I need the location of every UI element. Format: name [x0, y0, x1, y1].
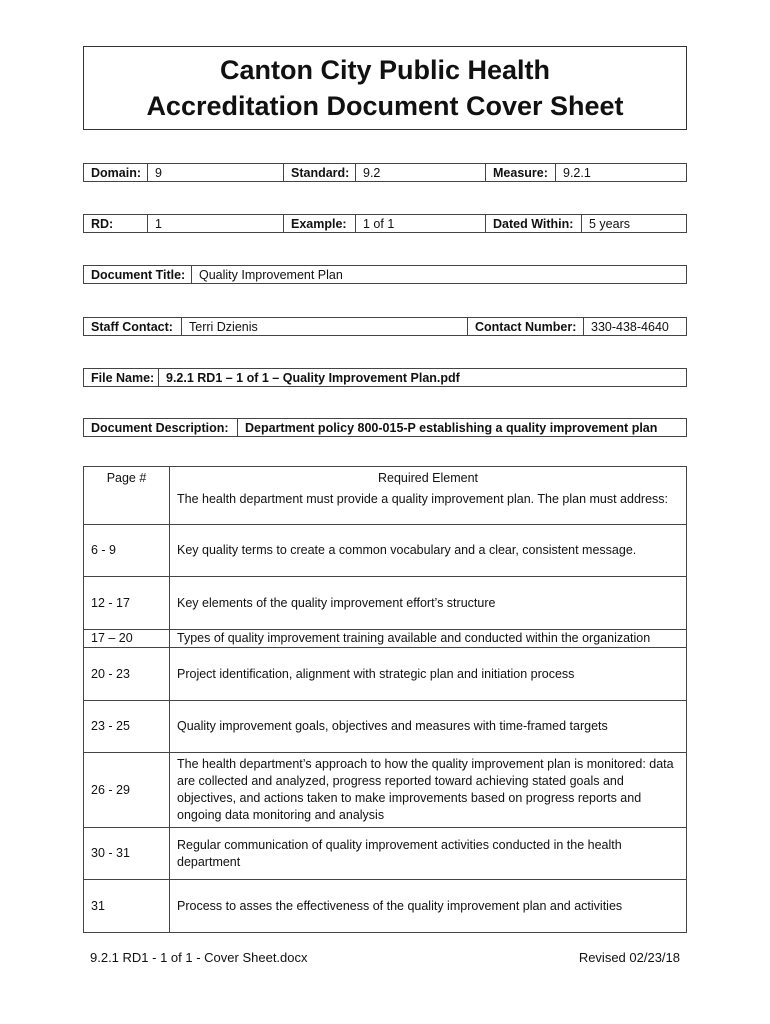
measure-label: Measure:	[486, 164, 556, 181]
row-page: 26 - 29	[84, 753, 170, 828]
domain-label: Domain:	[84, 164, 148, 181]
dated-within-value: 5 years	[589, 216, 630, 231]
table-row	[84, 630, 687, 648]
example-value: 1 of 1	[356, 215, 486, 232]
row-page: 23 - 25	[84, 701, 170, 753]
document-description-row	[83, 418, 687, 437]
table-intro-row	[84, 491, 687, 525]
rd-value: 1	[148, 215, 284, 232]
document-title-value: Quality Improvement Plan	[199, 267, 343, 282]
table-row	[84, 828, 687, 880]
staff-contact-row	[83, 317, 687, 336]
example-label: Example:	[284, 215, 356, 232]
document-title-box	[83, 46, 687, 130]
document-description-label: Document Description:	[84, 419, 238, 436]
file-name-row	[83, 368, 687, 387]
row-element: The health department’s approach to how the quality improvement plan is monitored: data are collected and analyzed, progress reported toward achieving stated goals and objectives, and actions taken to make improvements based on progress reports and ongoing data monitoring and analysis	[170, 753, 687, 828]
row-element: Quality improvement goals, objectives and measures with time-framed targets	[170, 701, 687, 753]
document-title-row	[83, 265, 687, 284]
table-header-row	[84, 467, 687, 492]
row-page: 31	[84, 880, 170, 933]
rd-row	[83, 214, 687, 233]
domain-value: 9	[148, 164, 284, 181]
table-intro-text: The health department must provide a quality improvement plan. The plan must address:	[170, 491, 687, 525]
document-description-value: Department policy 800-015-P establishing a quality improvement plan	[245, 420, 658, 435]
row-page: 20 - 23	[84, 648, 170, 701]
table-row	[84, 701, 687, 753]
file-name-value: 9.2.1 RD1 – 1 of 1 – Quality Improvement Plan.pdf	[166, 370, 460, 385]
standard-label: Standard:	[284, 164, 356, 181]
table-row	[84, 577, 687, 630]
page-header: Page #	[84, 467, 170, 525]
row-page: 6 - 9	[84, 525, 170, 577]
title-line-2: Accreditation Document Cover Sheet	[146, 91, 624, 121]
table-row	[84, 648, 687, 701]
table-row	[84, 753, 687, 828]
document-title-label: Document Title:	[84, 266, 192, 283]
dated-within-label: Dated Within:	[486, 215, 582, 232]
file-name-label: File Name:	[84, 369, 159, 386]
row-page: 30 - 31	[84, 828, 170, 880]
contact-number-value: 330-438-4640	[591, 319, 669, 334]
footer-filename: 9.2.1 RD1 - 1 of 1 - Cover Sheet.docx	[90, 950, 308, 965]
title-line-1: Canton City Public Health	[219, 55, 551, 85]
row-page: 17 – 20	[84, 630, 170, 648]
measure-value: 9.2.1	[563, 165, 591, 180]
row-element: Project identification, alignment with strategic plan and initiation process	[170, 648, 687, 701]
row-element: Key elements of the quality improvement effort’s structure	[170, 577, 687, 630]
staff-contact-label: Staff Contact:	[84, 318, 182, 335]
row-element: Key quality terms to create a common vocabulary and a clear, consistent message.	[170, 525, 687, 577]
required-element-header: Required Element	[170, 467, 687, 492]
row-element: Types of quality improvement training available and conducted within the organization	[170, 630, 687, 648]
row-page: 12 - 17	[84, 577, 170, 630]
contact-number-label: Contact Number:	[468, 318, 584, 335]
row-element: Regular communication of quality improvement activities conducted in the health department	[170, 828, 687, 880]
staff-contact-value: Terri Dzienis	[182, 318, 468, 335]
footer-revised-date: Revised 02/23/18	[578, 950, 680, 965]
row-element: Process to asses the effectiveness of the quality improvement plan and activities	[170, 880, 687, 933]
domain-row	[83, 163, 687, 182]
rd-label: RD:	[84, 215, 148, 232]
table-row	[84, 880, 687, 933]
table-row	[84, 525, 687, 577]
standard-value: 9.2	[356, 164, 486, 181]
required-elements-table	[83, 466, 687, 933]
